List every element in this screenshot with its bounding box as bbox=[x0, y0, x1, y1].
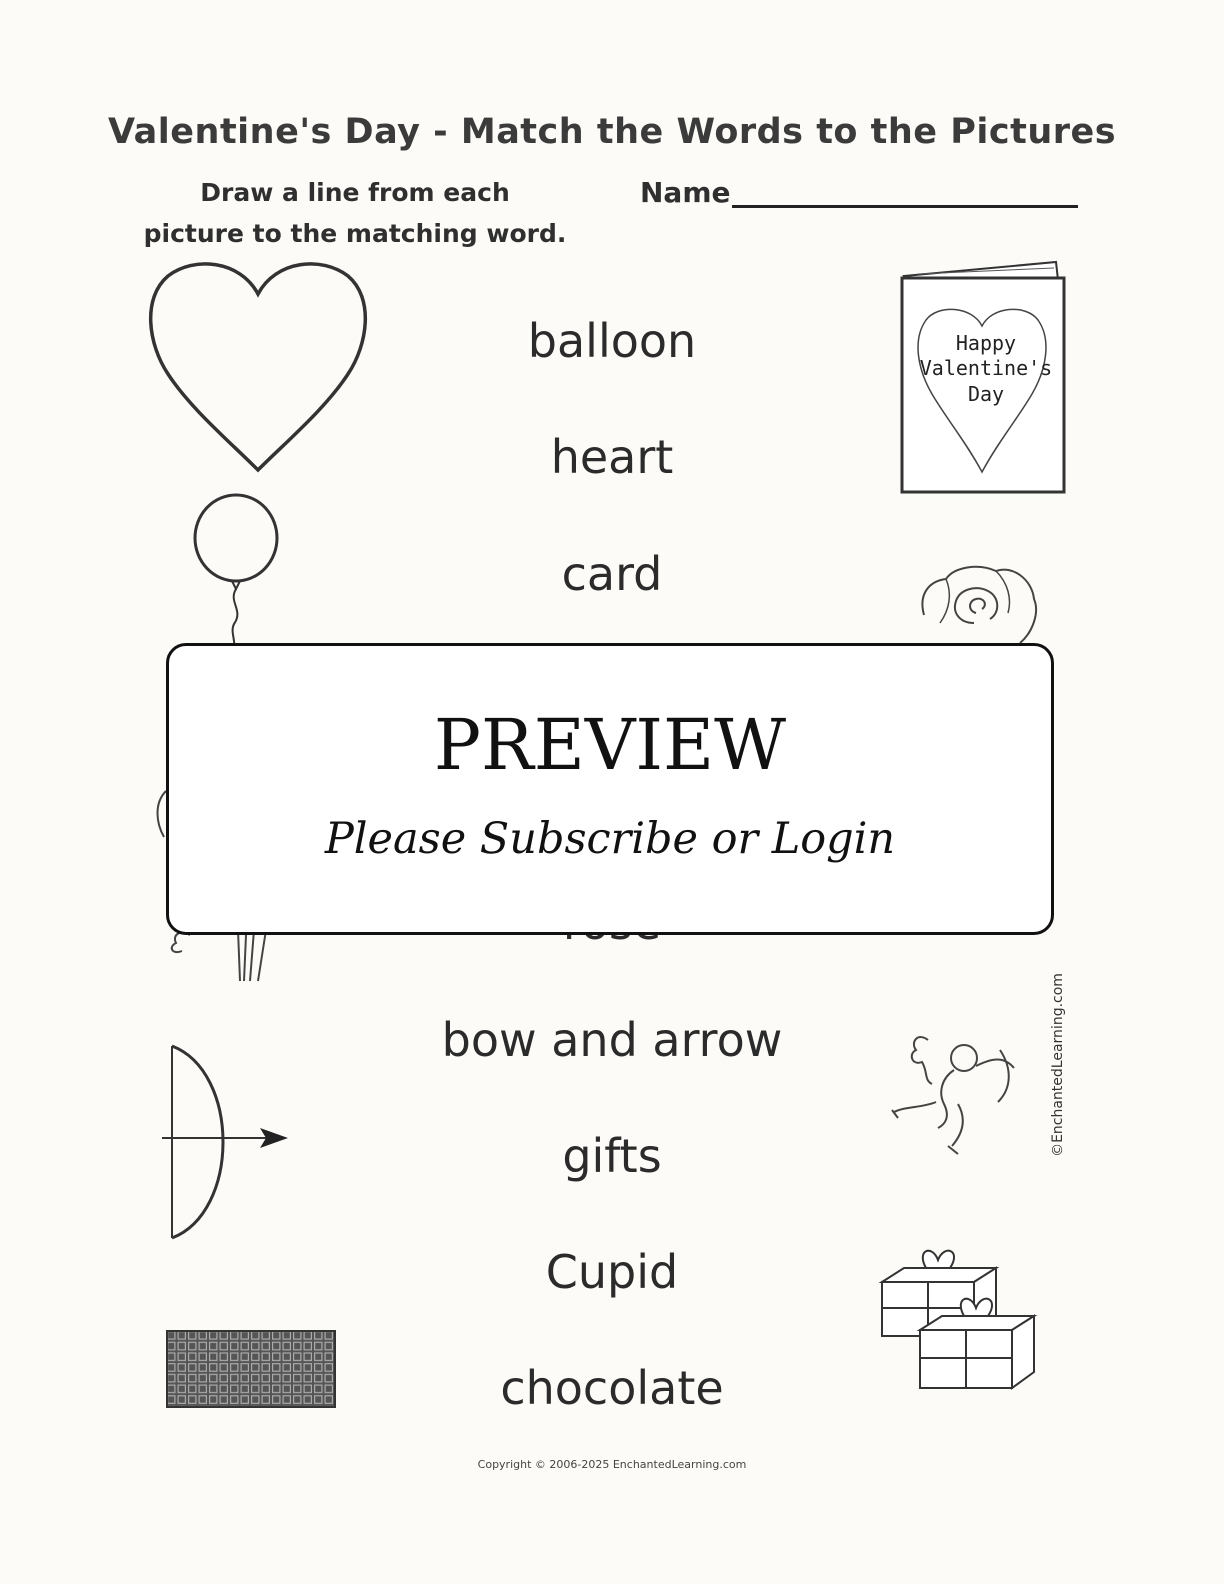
name-write-line[interactable] bbox=[732, 205, 1078, 208]
card-text-line-1: Happy bbox=[955, 331, 1017, 355]
card-text-line-3: Day bbox=[967, 382, 1005, 406]
chocolate-icon bbox=[166, 1330, 336, 1408]
copyright: Copyright © 2006-2025 EnchantedLearning.com bbox=[477, 1458, 747, 1471]
name-label: Name bbox=[640, 176, 731, 209]
word-bow-and-arrow: bow and arrow bbox=[441, 1013, 783, 1067]
word-cupid: Cupid bbox=[545, 1245, 679, 1299]
instructions-line-2: picture to the matching word. bbox=[143, 219, 567, 248]
instructions bbox=[140, 172, 570, 254]
watermark-text: ©EnchantedLearning.com bbox=[1050, 973, 1066, 1157]
card-text-line-2: Valentine's bbox=[919, 356, 1053, 380]
word-gifts: gifts bbox=[562, 1129, 662, 1183]
cupid-icon bbox=[888, 1028, 1024, 1160]
subscribe-login-link[interactable]: Please Subscribe or Login bbox=[324, 814, 896, 864]
word-heart: heart bbox=[550, 430, 674, 484]
rose-icon-right bbox=[916, 563, 1040, 645]
preview-overlay[interactable] bbox=[166, 643, 1054, 935]
preview-title: PREVIEW bbox=[433, 704, 787, 786]
balloon-icon bbox=[188, 492, 288, 652]
gifts-icon bbox=[876, 1244, 1042, 1394]
instructions-line-1: Draw a line from each bbox=[200, 178, 510, 207]
page-title: Valentine's Day - Match the Words to the Pictures bbox=[108, 112, 1117, 152]
bow-and-arrow-icon bbox=[160, 1042, 295, 1242]
word-card: card bbox=[561, 547, 663, 601]
word-chocolate: chocolate bbox=[500, 1361, 724, 1415]
heart-icon bbox=[148, 258, 368, 474]
card-icon bbox=[898, 258, 1068, 498]
word-balloon: balloon bbox=[527, 314, 697, 368]
